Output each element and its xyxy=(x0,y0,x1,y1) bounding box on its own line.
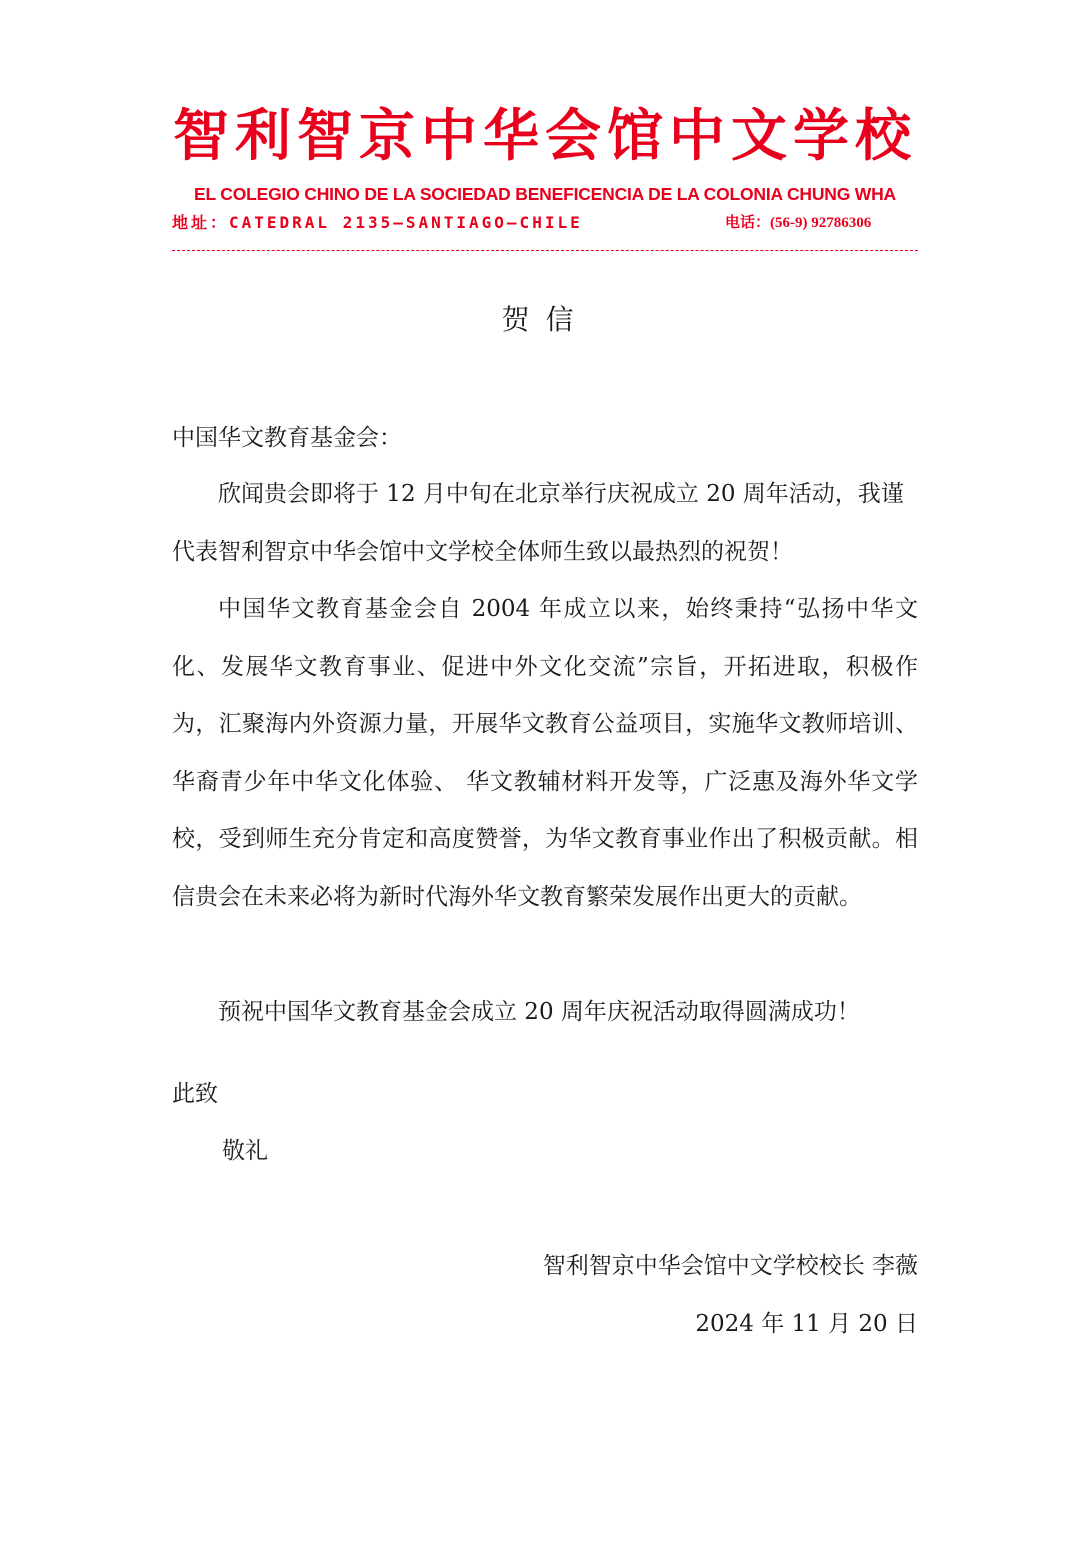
letterhead-phone: 电话：(56-9) 92786306 xyxy=(725,215,872,231)
letter-date: 2024 年 11 月 20 日 xyxy=(695,1311,918,1337)
letter-closing-line-1: 此致 xyxy=(172,1081,218,1107)
letter-salutation: 中国华文教育基金会： xyxy=(172,425,402,451)
letter-title: 贺信 xyxy=(501,303,590,336)
letterhead-spanish-name: EL COLEGIO CHINO DE LA SOCIEDAD BENEFICENCIA DE LA COLONIA CHUNG WHA xyxy=(194,184,896,204)
letterhead-divider xyxy=(172,250,918,251)
letterhead-address: 地址：CATEDRAL 2135—SANTIAGO—CHILE xyxy=(172,213,583,232)
letter-paragraph-2: 中国华文教育基金会自 2004 年成立以来，始终秉持“弘扬中华文化、发展华文教育事业、促进中外文化交流”宗旨，开拓进取，积极作为，汇聚海内外资源力量，开展华文教育公益项目，实施华文教师培训、华裔青少年中华文化体验、 华文教辅材料开发等，广泛惠及海外华文学校，受到师生充分肯定和高度赞誉，为华文教育事业作出了积极贡献。相信贵会在未来必将为新时代海外华文教育繁荣发展作出更大的贡献。 xyxy=(172,596,918,910)
letter-paragraph-3: 预祝中国华文教育基金会成立 20 周年庆祝活动取得圆满成功！ xyxy=(218,999,860,1025)
letter-closing-line-2: 敬礼 xyxy=(222,1138,268,1164)
letter-signature: 智利智京中华会馆中文学校校长 李薇 xyxy=(542,1253,918,1279)
letterhead-school-name: 智利智京中华会馆中文学校 xyxy=(173,103,917,169)
letter-paragraph-1: 欣闻贵会即将于 12 月中旬在北京举行庆祝成立 20 周年活动，我谨代表智利智京中华会馆中文学校全体师生致以最热烈的祝贺！ xyxy=(172,481,904,565)
